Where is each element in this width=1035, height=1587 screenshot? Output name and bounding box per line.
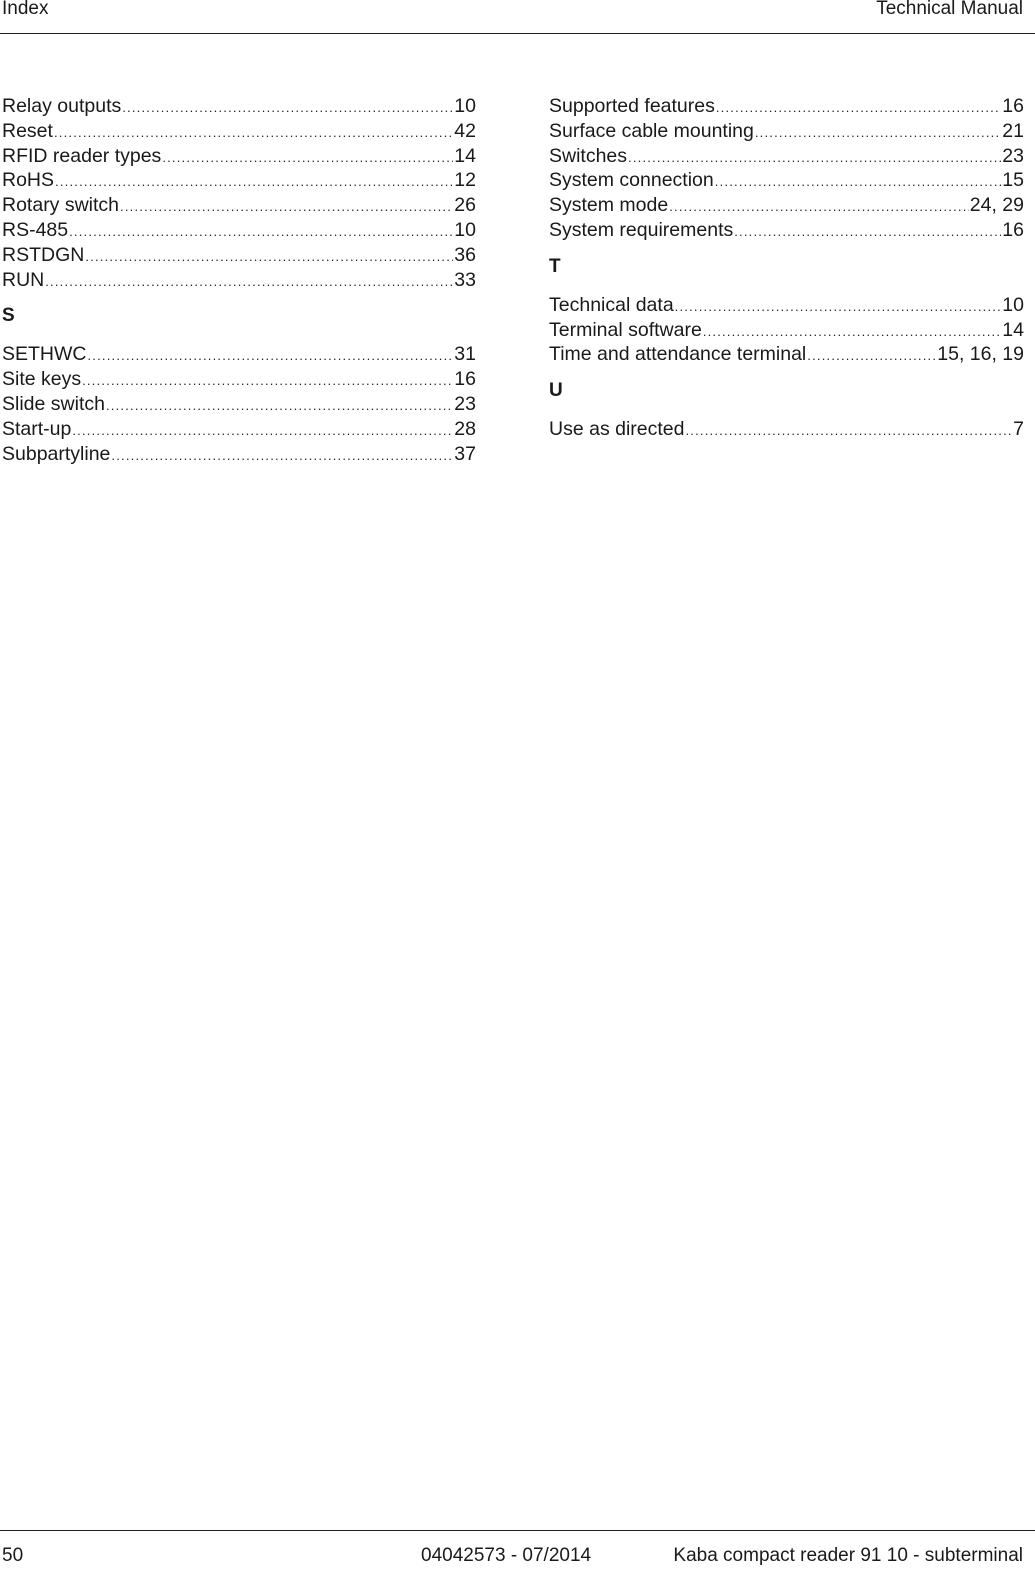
index-page-ref: 15 xyxy=(1002,169,1024,192)
index-term: Slide switch xyxy=(2,392,105,415)
index-letter-heading: T xyxy=(549,255,561,277)
dot-leader xyxy=(72,419,453,444)
index-term: RUN xyxy=(2,268,45,291)
index-page-ref: 10 xyxy=(1002,293,1024,316)
index-entry xyxy=(549,119,1024,144)
index-term: RFID reader types xyxy=(2,144,162,167)
dot-leader xyxy=(162,146,453,171)
index-term: RS-485 xyxy=(2,218,69,241)
page-header xyxy=(0,0,1035,34)
index-page-ref: 23 xyxy=(454,392,476,415)
page-footer xyxy=(0,1530,1035,1566)
index-group-r xyxy=(2,94,476,292)
index-entry xyxy=(2,119,476,144)
index-term: Start-up xyxy=(2,417,72,440)
index-page-ref: 10 xyxy=(454,95,476,117)
index-term: Surface cable mounting xyxy=(549,119,754,142)
index-page-ref: 36 xyxy=(454,243,476,266)
index-group-s xyxy=(2,342,476,466)
index-page-ref: 23 xyxy=(1002,144,1024,167)
index-entry xyxy=(549,168,1024,193)
dot-leader xyxy=(675,295,1002,320)
dot-leader xyxy=(85,245,453,270)
index-entry xyxy=(2,218,476,243)
dot-leader xyxy=(685,419,1012,444)
index-term: System requirements xyxy=(549,218,734,241)
index-entry xyxy=(549,293,1024,318)
index-term: SETHWC xyxy=(2,343,87,366)
index-term: RoHS xyxy=(2,169,55,192)
index-page-ref: 21 xyxy=(1002,119,1024,142)
dot-leader xyxy=(734,220,1001,245)
index-column-right xyxy=(549,94,1024,442)
dot-leader xyxy=(82,369,453,394)
index-entry xyxy=(2,243,476,268)
index-term: Relay outputs xyxy=(2,95,122,117)
index-entry xyxy=(2,442,476,467)
footer-page-number: 50 xyxy=(2,1545,24,1566)
index-term: Subpartyline xyxy=(2,442,111,465)
dot-leader xyxy=(669,195,969,220)
index-entry xyxy=(2,392,476,417)
index-page-ref: 12 xyxy=(454,169,476,192)
index-term: Reset xyxy=(2,119,53,142)
index-entry xyxy=(2,193,476,218)
index-page-ref: 31 xyxy=(454,343,476,366)
index-term: System mode xyxy=(549,194,669,217)
index-entry xyxy=(2,367,476,392)
index-term: Switches xyxy=(549,144,628,167)
index-entry xyxy=(549,94,1024,119)
index-page-ref: 14 xyxy=(454,144,476,167)
index-entry xyxy=(549,342,1024,367)
index-entry xyxy=(549,193,1024,218)
index-letter-heading: U xyxy=(549,380,563,402)
index-term: Use as directed xyxy=(549,418,685,441)
index-entry xyxy=(549,417,1024,442)
dot-leader xyxy=(88,344,454,369)
dot-leader xyxy=(45,270,453,295)
index-page-ref: 16 xyxy=(454,368,476,391)
index-group-s-continued xyxy=(549,94,1024,243)
index-page-ref: 42 xyxy=(454,119,476,142)
index-page-ref: 10 xyxy=(454,218,476,241)
index-term: System connection xyxy=(549,169,714,192)
dot-leader xyxy=(716,96,1001,121)
index-page-ref: 26 xyxy=(454,194,476,217)
index-entry xyxy=(2,94,476,119)
index-entry xyxy=(2,417,476,442)
dot-leader xyxy=(755,121,1001,146)
index-entry xyxy=(549,218,1024,243)
index-term: Supported features xyxy=(549,95,715,117)
dot-leader xyxy=(122,96,453,121)
dot-leader xyxy=(69,220,453,245)
index-column-left xyxy=(2,94,476,466)
dot-leader xyxy=(55,170,453,195)
dot-leader xyxy=(106,394,453,419)
index-entry xyxy=(2,268,476,293)
footer-product-name: Kaba compact reader 91 10 - subterminal xyxy=(673,1545,1023,1566)
footer-document-id: 04042573 - 07/2014 xyxy=(421,1545,592,1566)
dot-leader xyxy=(715,170,1002,195)
index-term: Site keys xyxy=(2,368,82,391)
index-entry xyxy=(549,144,1024,169)
index-page-ref: 28 xyxy=(454,417,476,440)
index-entry xyxy=(2,144,476,169)
index-entry xyxy=(549,318,1024,343)
index-page-ref: 15, 16, 19 xyxy=(937,343,1024,366)
index-group-u xyxy=(549,417,1024,442)
index-page-ref: 33 xyxy=(454,268,476,291)
index-entry xyxy=(2,168,476,193)
dot-leader xyxy=(628,146,1001,171)
index-page-ref: 24, 29 xyxy=(969,194,1024,217)
header-section-title: Index xyxy=(2,0,49,19)
index-term: RSTDGN xyxy=(2,243,85,266)
dot-leader xyxy=(111,444,453,469)
index-letter-heading: S xyxy=(2,305,15,327)
index-term: Technical data xyxy=(549,293,674,316)
index-page-ref: 16 xyxy=(1002,218,1024,241)
index-entry xyxy=(2,342,476,367)
index-term: Rotary switch xyxy=(2,194,120,217)
dot-leader xyxy=(54,121,453,146)
index-page-ref: 7 xyxy=(1013,418,1024,441)
index-group-t xyxy=(549,293,1024,367)
index-page-ref: 16 xyxy=(1002,95,1024,117)
index-term: Terminal software xyxy=(549,318,702,341)
index-term: Time and attendance terminal xyxy=(549,343,807,366)
index-page-ref: 14 xyxy=(1002,318,1024,341)
dot-leader xyxy=(807,344,936,369)
index-page-ref: 37 xyxy=(454,442,476,465)
dot-leader xyxy=(703,320,1001,345)
dot-leader xyxy=(120,195,453,220)
header-document-type: Technical Manual xyxy=(876,0,1023,19)
